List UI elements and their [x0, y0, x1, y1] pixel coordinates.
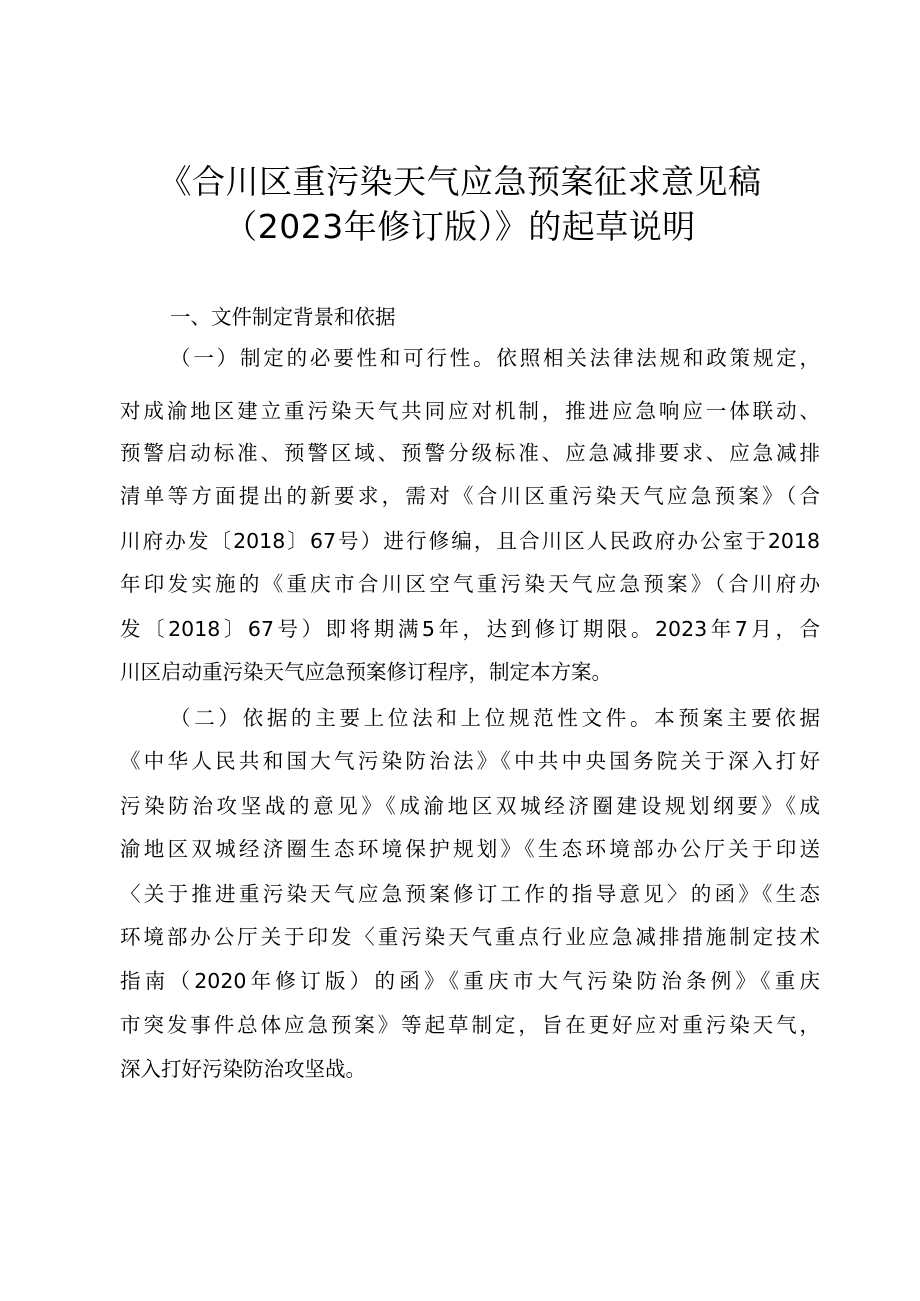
paragraph-2-line: 渝地区双城经济圈生态环境保护规划》《生态环境部办公厅关于印送 [120, 837, 820, 861]
paragraph-2-line: （二）依据的主要上位法和上位规范性文件。本预案主要依据 [170, 706, 820, 730]
paragraph-2-line: 环境部办公厅关于印发〈重污染天气重点行业应急减排措施制定技术 [120, 925, 820, 949]
paragraph-2-line: 《中华人民共和国大气污染防治法》《中共中央国务院关于深入打好 [120, 749, 820, 773]
paragraph-1-line: 年印发实施的《重庆市合川区空气重污染天气应急预案》（合川府办 [120, 572, 820, 596]
paragraph-1-line: （一）制定的必要性和可行性。依照相关法律法规和政策规定， [170, 346, 820, 370]
paragraph-2-line: 市突发事件总体应急预案》等起草制定，旨在更好应对重污染天气， [120, 1013, 820, 1037]
paragraph-2-line: 深入打好污染防治攻坚战。 [120, 1057, 366, 1081]
paragraph-1-line: 川区启动重污染天气应急预案修订程序，制定本方案。 [120, 660, 612, 684]
paragraph-1-line: 预警启动标准、预警区域、预警分级标准、应急减排要求、应急减排 [120, 441, 820, 465]
paragraph-1-line: 清单等方面提出的新要求，需对《合川区重污染天气应急预案》（合 [120, 484, 820, 508]
paragraph-2-line: 指南（2020年修订版）的函》《重庆市大气污染防治条例》《重庆 [120, 969, 820, 993]
paragraph-2-line: 〈关于推进重污染天气应急预案修订工作的指导意见〉的函》《生态 [120, 882, 820, 906]
section-heading: 一、文件制定背景和依据 [170, 305, 396, 329]
paragraph-1-line: 发〔2018〕67号）即将期满5年，达到修订期限。2023年7月，合 [120, 617, 820, 641]
paragraph-2-line: 污染防治攻坚战的意见》《成渝地区双城经济圈建设规划纲要》《成 [120, 794, 820, 818]
paragraph-1-line: 对成渝地区建立重污染天气共同应对机制，推进应急响应一体联动、 [120, 399, 820, 423]
document-title-line-2: （2023年修订版）》的起草说明 [224, 207, 696, 246]
document-title-line-1: 《合川区重污染天气应急预案征求意见稿 [158, 162, 762, 201]
paragraph-1-line: 川府办发〔2018〕67号）进行修编，且合川区人民政府办公室于2018 [120, 529, 820, 553]
